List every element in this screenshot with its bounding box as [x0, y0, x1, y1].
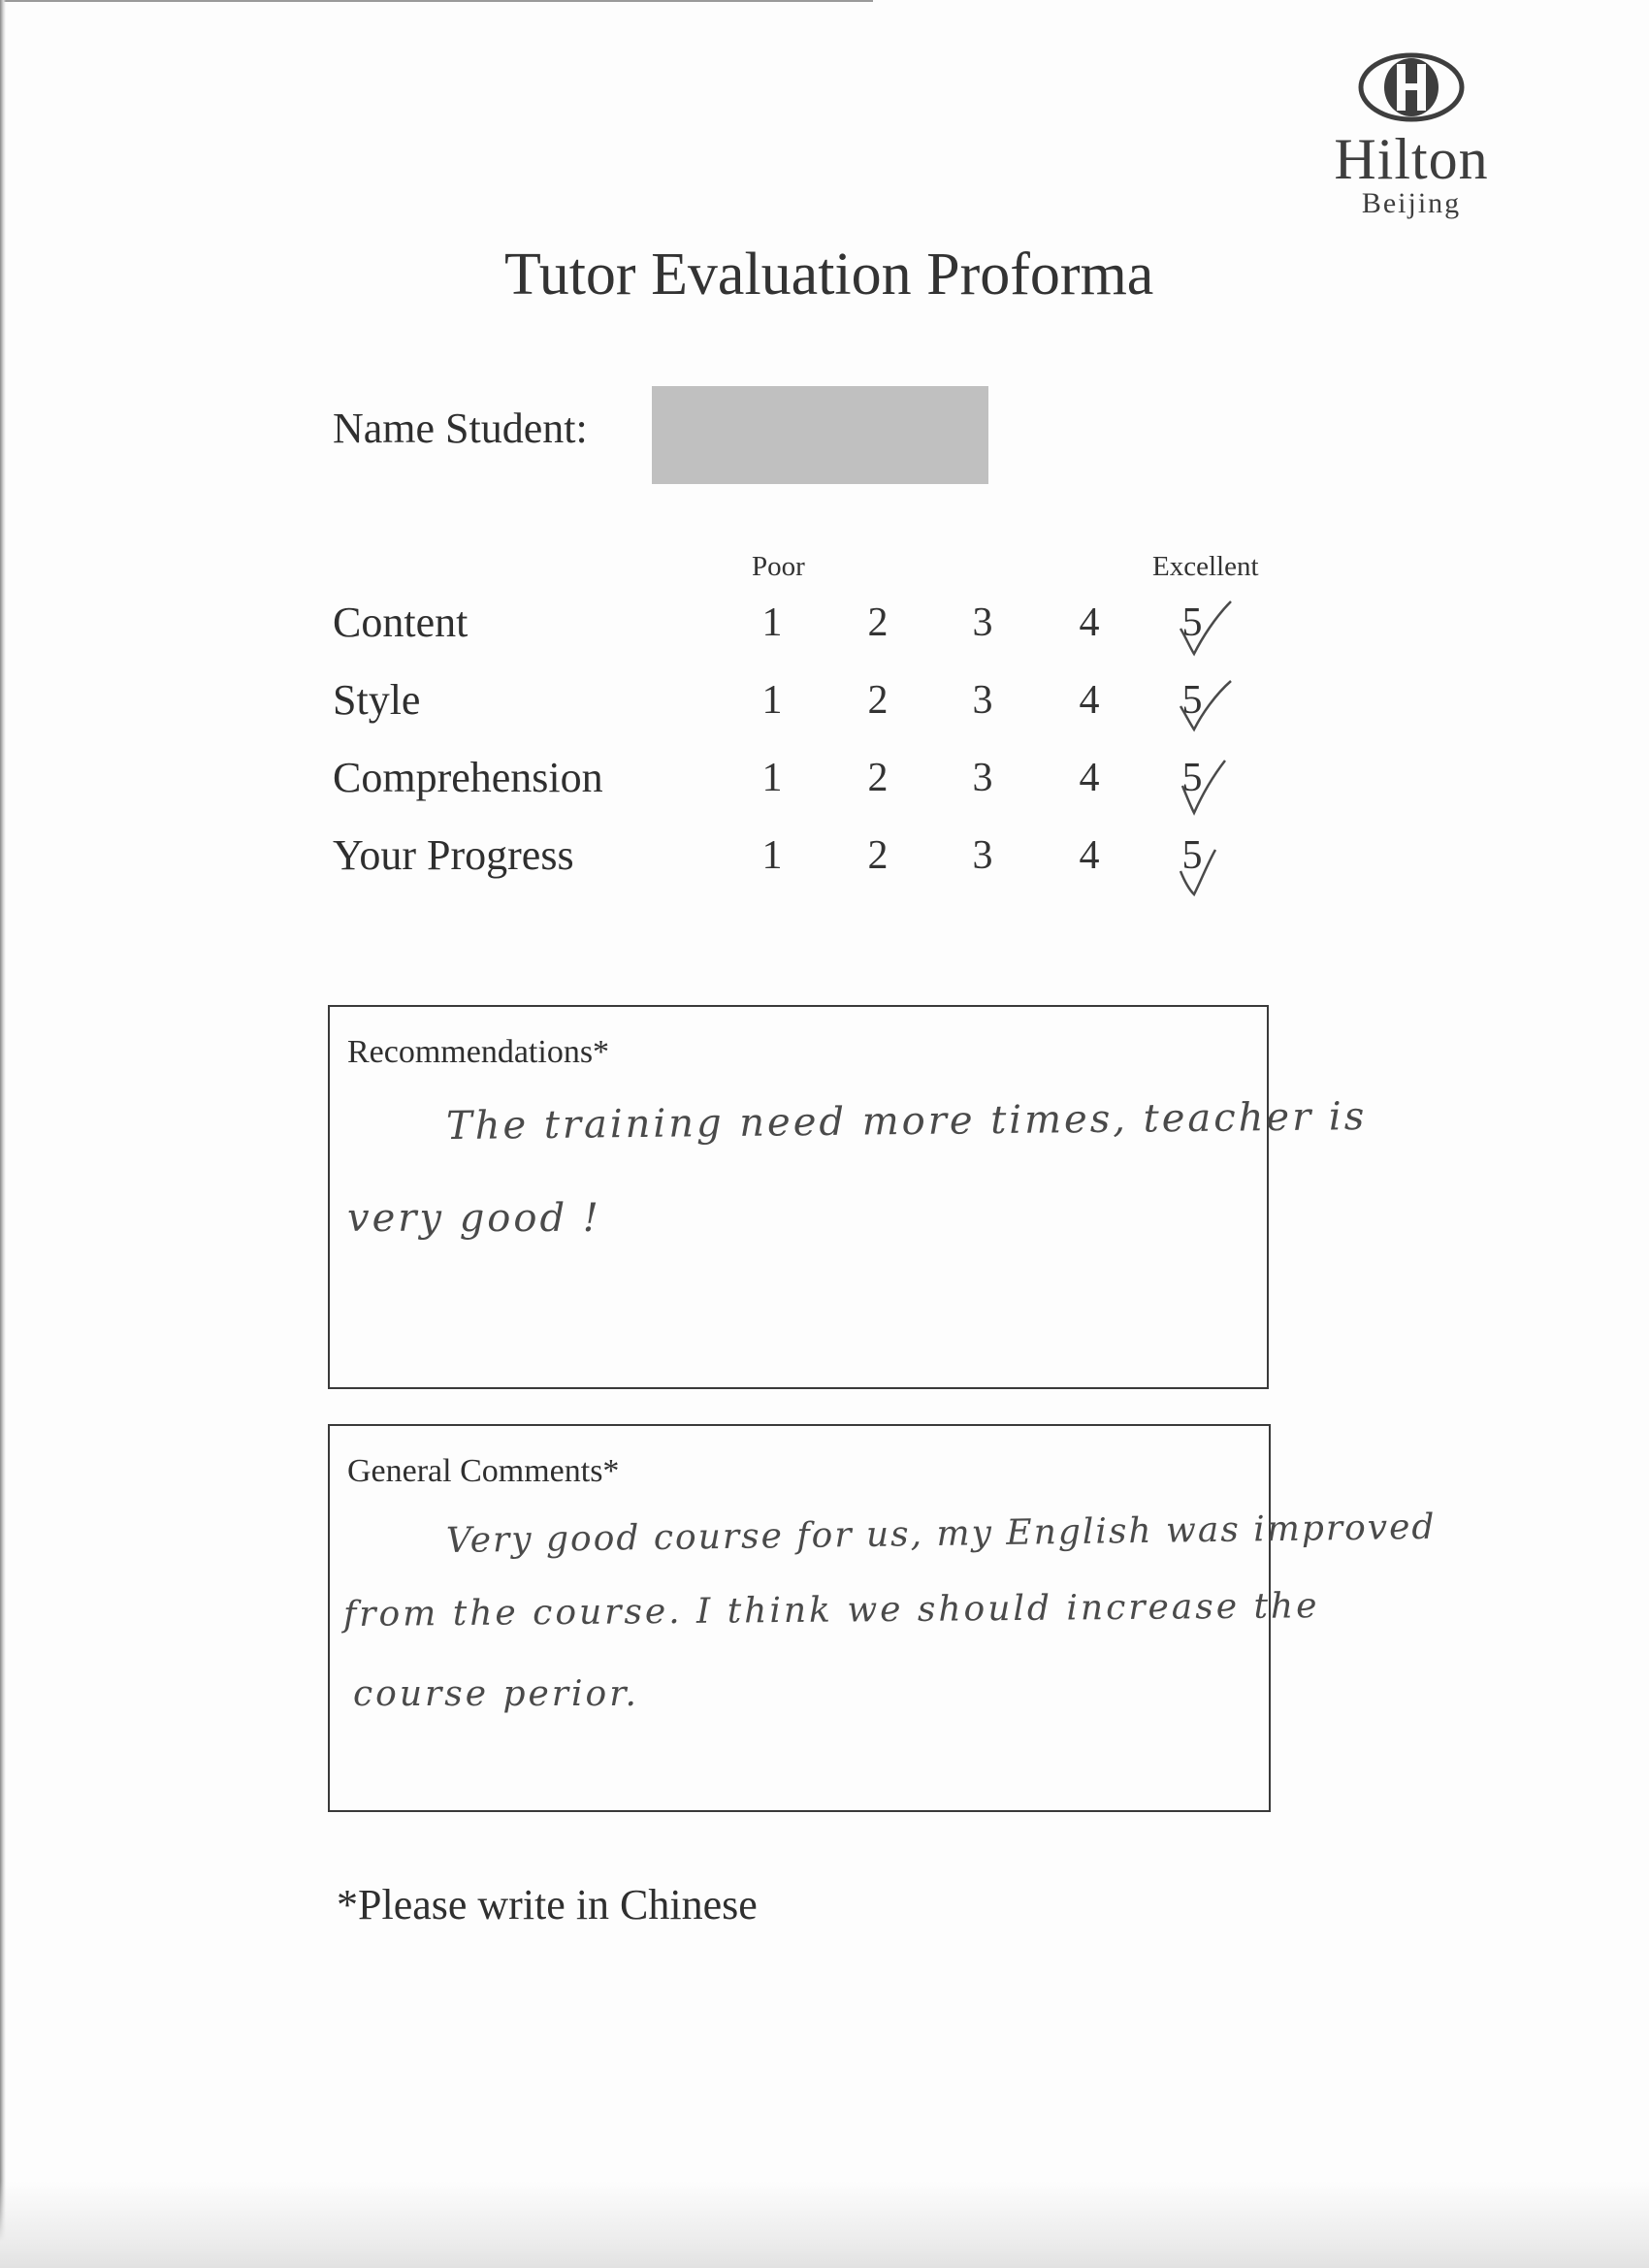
- rating-option-2[interactable]: 2: [867, 600, 889, 645]
- general-comments-text-line: from the course. I think we should increase the: [342, 1586, 1320, 1635]
- recommendations-heading: Recommendations*: [347, 1034, 610, 1070]
- rating-option-2[interactable]: 2: [867, 756, 889, 800]
- rating-option-3[interactable]: 3: [972, 678, 993, 723]
- rating-option-3[interactable]: 3: [972, 600, 993, 645]
- checkmark-icon: [1175, 828, 1233, 896]
- rating-label: Comprehension: [333, 754, 603, 801]
- rating-option-1[interactable]: 1: [761, 756, 783, 800]
- rating-option-5-selected[interactable]: 5: [1181, 678, 1203, 723]
- general-comments-text-line: course perior.: [353, 1674, 639, 1714]
- rating-option-4[interactable]: 4: [1079, 678, 1100, 723]
- general-comments-box[interactable]: [328, 1424, 1437, 1812]
- rating-option-2[interactable]: 2: [867, 833, 889, 878]
- scan-edge: [0, 0, 873, 2]
- scan-shadow: [0, 2181, 1649, 2268]
- rating-option-4[interactable]: 4: [1079, 833, 1100, 878]
- logo-brand-text: Hilton: [1334, 127, 1489, 191]
- scale-high-label: Excellent: [1152, 551, 1259, 582]
- rating-row-your-progress: [333, 830, 1303, 889]
- general-comments-text-line: Very good course for us, my English was improved: [445, 1507, 1437, 1561]
- rating-row-comprehension: [333, 753, 1303, 811]
- rating-row-style: [333, 675, 1303, 733]
- recommendations-text-line: very good !: [347, 1196, 601, 1241]
- rating-option-2[interactable]: 2: [867, 678, 889, 723]
- rating-option-4[interactable]: 4: [1079, 756, 1100, 800]
- rating-option-1[interactable]: 1: [761, 678, 783, 723]
- rating-option-5-selected[interactable]: 5: [1181, 833, 1203, 878]
- rating-option-3[interactable]: 3: [972, 756, 993, 800]
- hilton-logo: [1305, 49, 1518, 233]
- rating-option-5-selected[interactable]: 5: [1181, 600, 1203, 645]
- rating-option-5-selected[interactable]: 5: [1181, 756, 1203, 800]
- checkmark-icon: [1177, 596, 1235, 664]
- checkmark-icon: [1177, 673, 1235, 741]
- name-student-label: Name Student:: [333, 405, 588, 452]
- rating-option-4[interactable]: 4: [1079, 600, 1100, 645]
- checkmark-icon: [1177, 751, 1235, 819]
- rating-option-3[interactable]: 3: [972, 833, 993, 878]
- recommendations-box[interactable]: [328, 1005, 1368, 1389]
- rating-option-1[interactable]: 1: [761, 833, 783, 878]
- rating-label: Style: [333, 676, 421, 724]
- rating-label: Your Progress: [333, 831, 574, 879]
- name-student-field-redacted: [652, 386, 988, 484]
- rating-option-1[interactable]: 1: [761, 600, 783, 645]
- logo-city-text: Beijing: [1361, 187, 1462, 219]
- general-comments-heading: General Comments*: [347, 1453, 620, 1489]
- scan-edge: [0, 0, 6, 2268]
- rating-label: Content: [333, 599, 469, 646]
- page-title: Tutor Evaluation Proforma: [504, 242, 1154, 308]
- hilton-emblem-icon: [1358, 49, 1465, 126]
- rating-row-content: [333, 598, 1303, 656]
- recommendations-text-line: The training need more times, teacher is: [445, 1094, 1368, 1149]
- scale-low-label: Poor: [752, 551, 805, 582]
- footnote-instruction: *Please write in Chinese: [337, 1881, 758, 1928]
